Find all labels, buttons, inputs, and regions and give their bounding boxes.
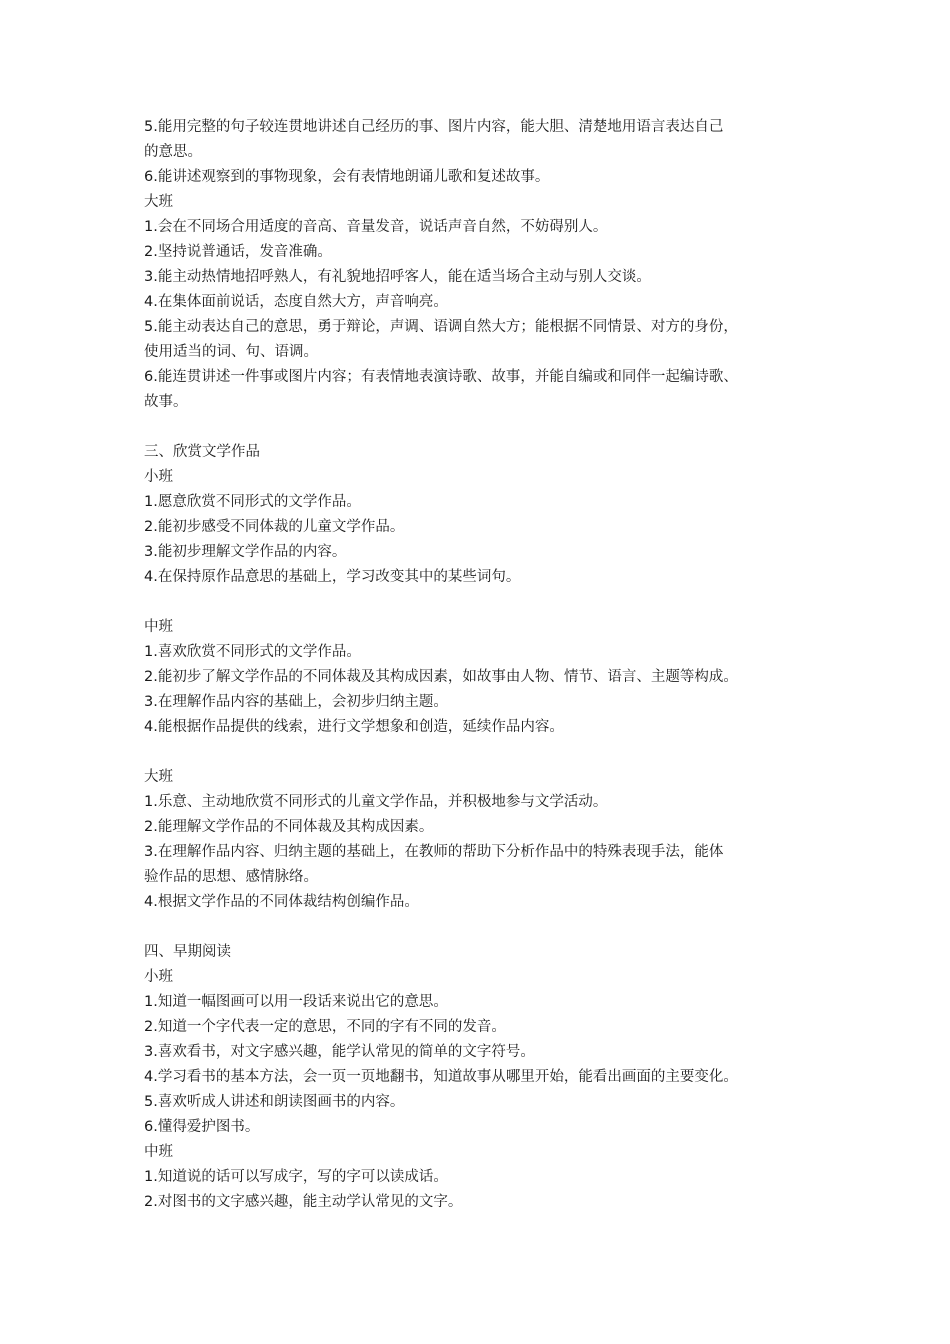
section-two-item-5-line-1: 5.能用完整的句子较连贯地讲述自己经历的事、图片内容，能大胆、清楚地用语言表达自己	[144, 119, 724, 135]
section-three-middle-class-label: 中班	[144, 619, 173, 635]
section-three-junior-item: 2.能初步感受不同体裁的儿童文学作品。	[144, 519, 405, 535]
section-three-junior-item: 3.能初步理解文学作品的内容。	[144, 544, 347, 560]
section-four-junior-item: 1.知道一幅图画可以用一段话来说出它的意思。	[144, 994, 448, 1010]
section-two-item-6: 6.能讲述观察到的事物现象，会有表情地朗诵儿歌和复述故事。	[144, 169, 550, 185]
section-four-junior-item: 3.喜欢看书，对文字感兴趣，能学认常见的简单的文字符号。	[144, 1044, 535, 1060]
section-three-middle-item: 1.喜欢欣赏不同形式的文学作品。	[144, 644, 361, 660]
section-three-title: 三、欣赏文学作品	[144, 444, 260, 460]
section-four-middle-item: 2.对图书的文字感兴趣，能主动学认常见的文字。	[144, 1194, 463, 1210]
section-two-senior-item-2: 2.坚持说普通话，发音准确。	[144, 244, 332, 260]
section-two-senior-item-5-line-1: 5.能主动表达自己的意思，勇于辩论，声调、语调自然大方；能根据不同情景、对方的身份，	[144, 319, 738, 335]
blank-line	[144, 915, 812, 940]
section-four-junior-item: 4.学习看书的基本方法，会一页一页地翻书，知道故事从哪里开始，能看出画面的主要变化。	[144, 1069, 738, 1085]
document-body	[144, 115, 812, 1215]
section-four-junior-class-label: 小班	[144, 969, 173, 985]
section-three-junior-item: 1.愿意欣赏不同形式的文学作品。	[144, 494, 361, 510]
section-two-item-5-line-2: 的意思。	[144, 144, 202, 160]
blank-line	[144, 590, 812, 615]
section-four-junior-item: 2.知道一个字代表一定的意思，不同的字有不同的发音。	[144, 1019, 506, 1035]
section-three-senior-item-3-line-1: 3.在理解作品内容、归纳主题的基础上，在教师的帮助下分析作品中的特殊表现手法，能体	[144, 844, 724, 860]
section-three-junior-item: 4.在保持原作品意思的基础上，学习改变其中的某些词句。	[144, 569, 521, 585]
section-four-junior-item: 6.懂得爱护图书。	[144, 1119, 260, 1135]
blank-line	[144, 415, 812, 440]
section-three-senior-item-1: 1.乐意、主动地欣赏不同形式的儿童文学作品，并积极地参与文学活动。	[144, 794, 608, 810]
section-two-senior-item-6-line-2: 故事。	[144, 394, 188, 410]
section-three-senior-class-label: 大班	[144, 769, 173, 785]
section-two-senior-class-label: 大班	[144, 194, 173, 210]
section-three-junior-class-label: 小班	[144, 469, 173, 485]
section-three-middle-item: 2.能初步了解文学作品的不同体裁及其构成因素，如故事由人物、情节、语言、主题等构成。	[144, 669, 738, 685]
section-two-senior-item-4: 4.在集体面前说话，态度自然大方，声音响亮。	[144, 294, 448, 310]
section-three-middle-item: 3.在理解作品内容的基础上，会初步归纳主题。	[144, 694, 448, 710]
section-three-middle-item: 4.能根据作品提供的线索，进行文学想象和创造，延续作品内容。	[144, 719, 564, 735]
section-two-senior-item-6-line-1: 6.能连贯讲述一件事或图片内容；有表情地表演诗歌、故事，并能自编或和同伴一起编诗歌、	[144, 369, 738, 385]
section-two-senior-item-3: 3.能主动热情地招呼熟人，有礼貌地招呼客人，能在适当场合主动与别人交谈。	[144, 269, 651, 285]
section-two-senior-item-1: 1.会在不同场合用适度的音高、音量发音，说话声音自然，不妨碍别人。	[144, 219, 608, 235]
section-four-middle-item: 1.知道说的话可以写成字，写的字可以读成话。	[144, 1169, 448, 1185]
section-three-senior-item-3-line-2: 验作品的思想、感情脉络。	[144, 869, 318, 885]
section-four-junior-item: 5.喜欢听成人讲述和朗读图画书的内容。	[144, 1094, 405, 1110]
section-four-middle-class-label: 中班	[144, 1144, 173, 1160]
blank-line	[144, 740, 812, 765]
section-four-title: 四、早期阅读	[144, 944, 231, 960]
section-three-senior-item-4: 4.根据文学作品的不同体裁结构创编作品。	[144, 894, 419, 910]
section-three-senior-item-2: 2.能理解文学作品的不同体裁及其构成因素。	[144, 819, 434, 835]
section-two-senior-item-5-line-2: 使用适当的词、句、语调。	[144, 344, 318, 360]
